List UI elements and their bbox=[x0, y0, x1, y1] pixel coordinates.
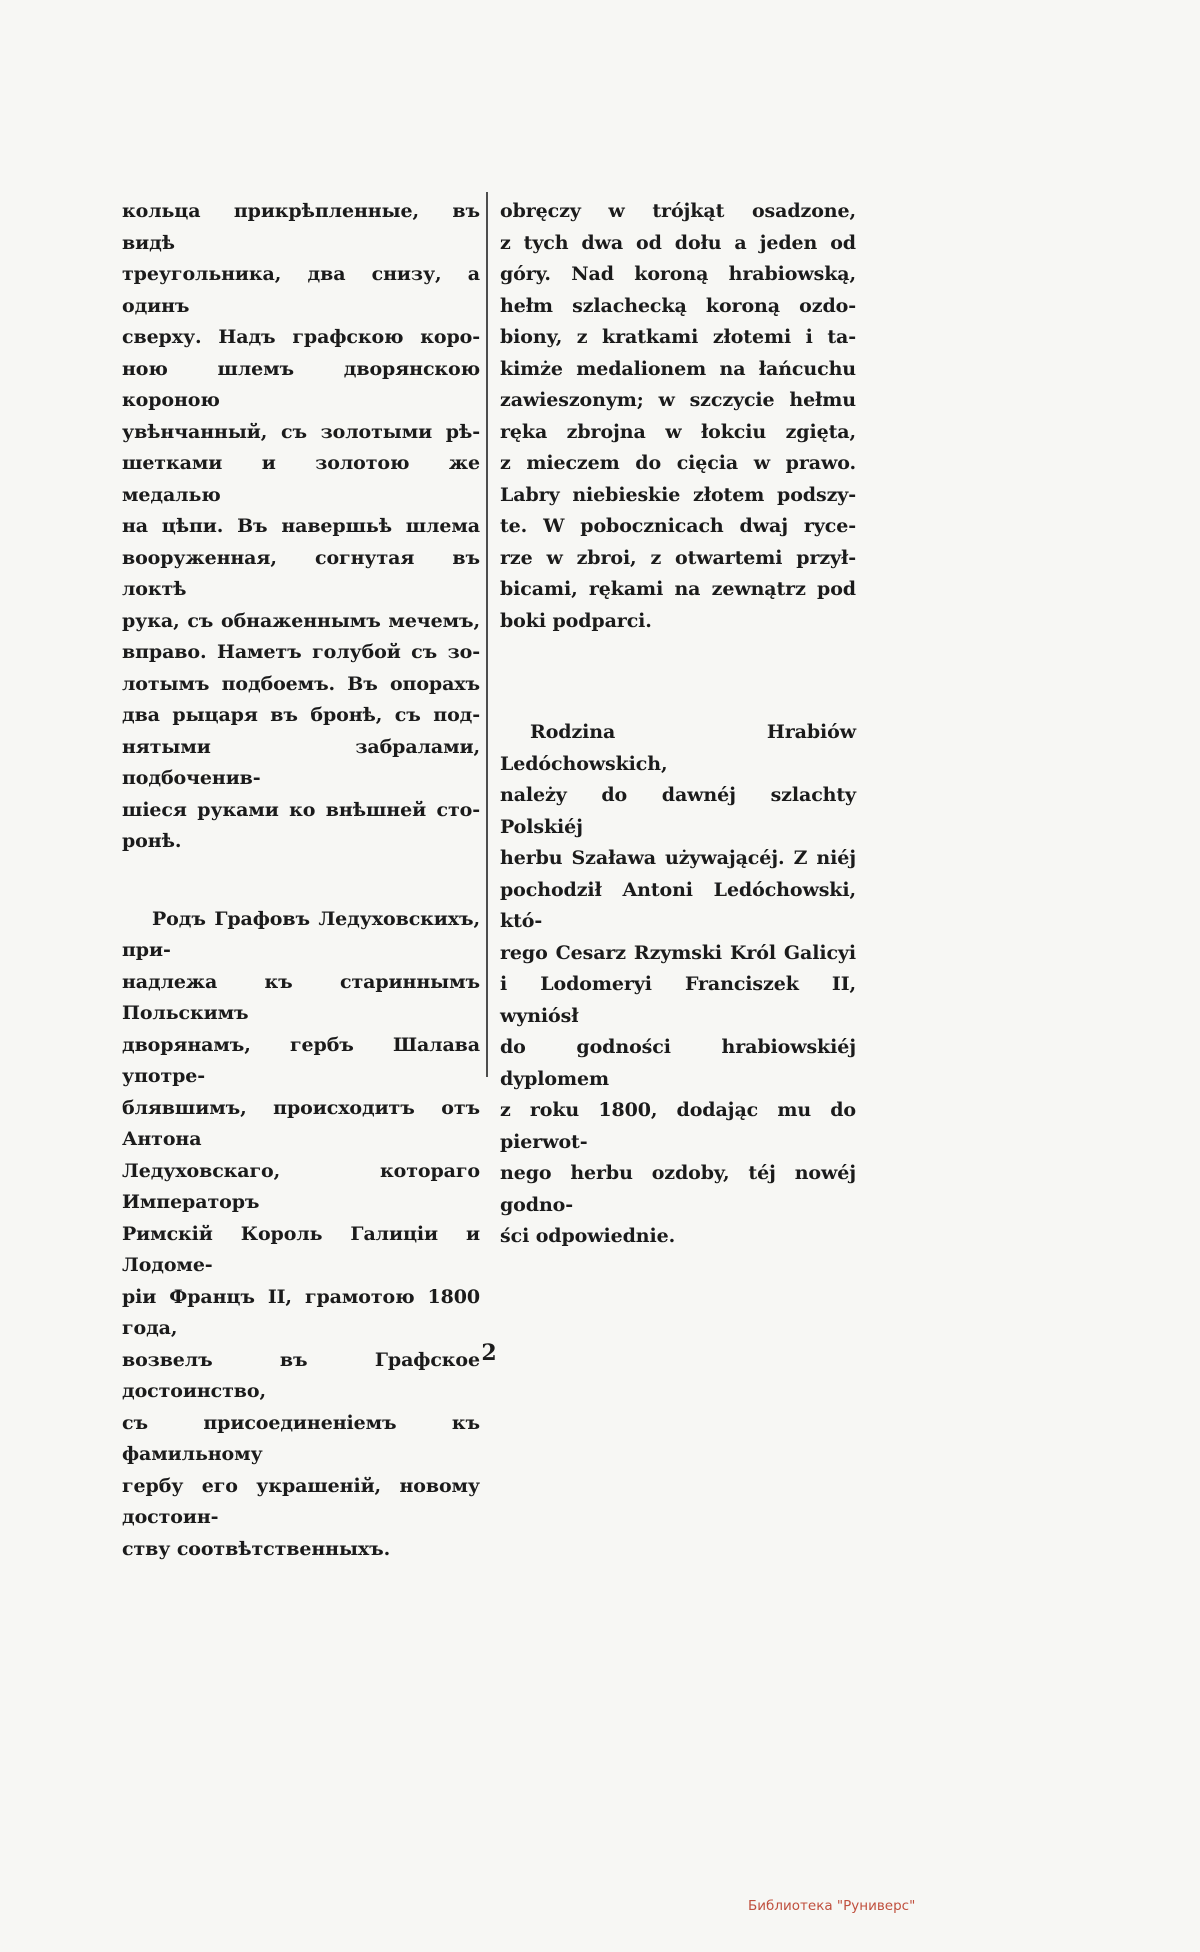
text-line: блявшимъ, происходитъ отъ Антона bbox=[122, 1096, 480, 1150]
text-line: съ присоединеніемъ къ фамильному bbox=[122, 1411, 480, 1465]
text-line: obręczy w trójkąt osadzone, bbox=[500, 200, 856, 222]
text-line: вправо. Наметъ голубой съ зо- bbox=[122, 641, 480, 663]
text-line: треугольника, два снизу, а одинъ bbox=[122, 263, 480, 317]
text-line: Римскій Король Галиціи и Лодоме- bbox=[122, 1222, 480, 1276]
text-line: biony, z kratkami złotemi i ta- bbox=[500, 326, 856, 348]
text-line: на цѣпи. Въ навершьѣ шлема bbox=[122, 515, 480, 537]
text-line: te. W pobocznicach dwaj ryce- bbox=[500, 515, 856, 537]
page-number: 2 bbox=[481, 1340, 497, 1366]
text-line: z tych dwa od dołu a jeden od bbox=[500, 231, 856, 254]
text-line: сверху. Надъ графскою коро- bbox=[122, 326, 480, 348]
library-watermark: Библиотека "Руниверс" bbox=[748, 1898, 916, 1914]
text-line: ręka zbrojna w łokciu zgięta, bbox=[500, 420, 856, 443]
paragraph bbox=[500, 196, 856, 637]
text-line: ści odpowiednie. bbox=[500, 1225, 676, 1247]
text-line: do godności hrabiowskiéj dyplomem bbox=[500, 1036, 856, 1090]
text-line: kimże medalionem na łańcuchu bbox=[500, 357, 856, 380]
text-line: z mieczem do cięcia w prawo. bbox=[500, 452, 856, 474]
text-line: rego Cesarz Rzymski Król Galicyi bbox=[500, 941, 856, 964]
text-line: hełm szlachecką koroną ozdo- bbox=[500, 294, 856, 317]
text-line: два рыцаря въ бронѣ, съ под- bbox=[122, 704, 480, 726]
text-line: nego herbu ozdoby, téj nowéj godno- bbox=[500, 1162, 856, 1216]
paragraph bbox=[122, 904, 480, 1566]
text-line: кольца прикрѣпленные, въ видѣ bbox=[122, 200, 480, 254]
text-line: góry. Nad koroną hrabiowską, bbox=[500, 263, 856, 285]
text-line: Labry niebieskie złotem podszy- bbox=[500, 483, 856, 506]
text-line: i Lodomeryi Franciszek II, wyniósł bbox=[500, 973, 856, 1027]
text-line: нятыми забралами, подбоченив- bbox=[122, 735, 480, 789]
text-line: вооруженная, согнутая въ локтѣ bbox=[122, 546, 480, 600]
column-divider bbox=[486, 192, 488, 1077]
text-line: ною шлемъ дворянскою короною bbox=[122, 357, 480, 411]
text-line: należy do dawnéj szlachty Polskiéj bbox=[500, 784, 856, 838]
right-column-text bbox=[500, 196, 856, 1253]
paragraph bbox=[122, 196, 480, 858]
text-line: ріи Францъ II, грамотою 1800 года, bbox=[122, 1285, 480, 1339]
text-line: надлежа къ стариннымъ Польскимъ bbox=[122, 970, 480, 1024]
text-line: boki podparci. bbox=[500, 609, 652, 632]
text-line: лотымъ подбоемъ. Въ опорахъ bbox=[122, 672, 480, 695]
text-line: bicami, rękami na zewnątrz pod bbox=[500, 578, 856, 600]
text-line: ству соотвѣтственныхъ. bbox=[122, 1537, 391, 1560]
text-line: возвелъ въ Графское достоинство, bbox=[122, 1348, 480, 1402]
text-line: pochodził Antoni Ledóchowski, któ- bbox=[500, 878, 856, 932]
text-line: zawieszonym; w szczycie hełmu bbox=[500, 389, 856, 411]
text-line: шетками и золотою же медалью bbox=[122, 452, 480, 506]
text-line: herbu Szaława używającéj. Z niéj bbox=[500, 847, 856, 869]
text-line: Rodzina Hrabiów Ledóchowskich, bbox=[500, 721, 856, 775]
text-line: ронѣ. bbox=[122, 830, 182, 852]
text-line: увѣнчанный, съ золотыми рѣ- bbox=[122, 420, 480, 443]
text-line: Ледуховскаго, котораго Императоръ bbox=[122, 1159, 480, 1213]
text-line: Родъ Графовъ Ледуховскихъ, при- bbox=[122, 907, 480, 961]
text-line: rze w zbroi, z otwartemi przył- bbox=[500, 546, 856, 569]
text-line: z roku 1800, dodając mu do pierwot- bbox=[500, 1099, 856, 1153]
text-line: гербу его украшеній, новому достоин- bbox=[122, 1474, 480, 1528]
text-line: шіеся руками ко внѣшней сто- bbox=[122, 798, 480, 821]
text-line: дворянамъ, гербъ Шалава употре- bbox=[122, 1033, 480, 1087]
paragraph bbox=[500, 717, 856, 1253]
text-line: рука, съ обнаженнымъ мечемъ, bbox=[122, 609, 480, 632]
